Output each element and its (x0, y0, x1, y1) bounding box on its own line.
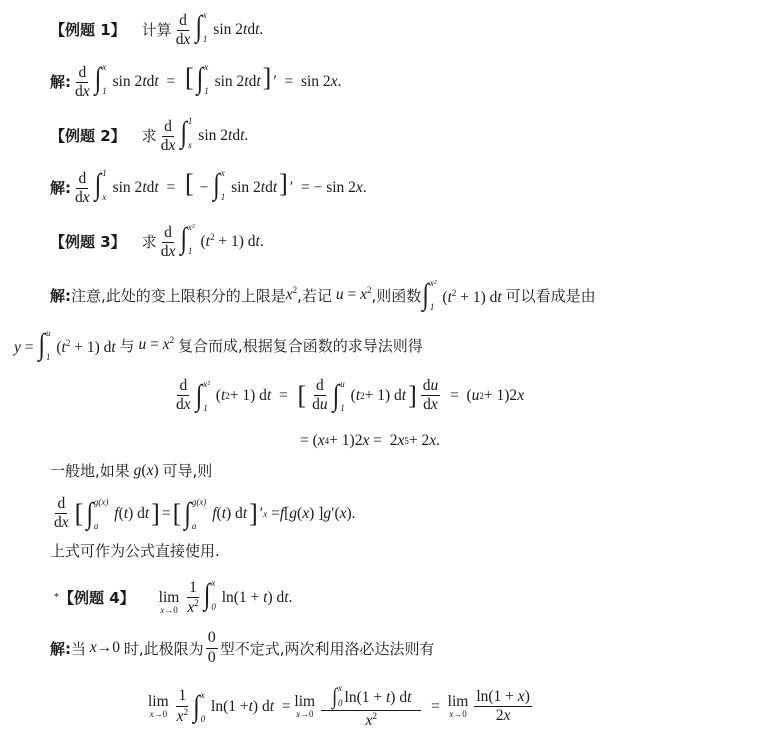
general-text-3: 上式可作为公式直接使用. (50, 542, 220, 560)
example-4-star: * (54, 591, 59, 603)
solution-3-text-f: 复合而成,根据复合函数的求导法则得 (177, 336, 423, 355)
solution-3-text-e: 与 (119, 336, 135, 355)
display-equation-4: lim x→0 $\frac{1}{x^2}$ ∫ x 0 ln(1 + t ) d t = lim x→0 ∫ x 0 ln(1 + t) dt $x^2$ = lim x→0 $\frac{\ln(1 + x)}{2x}$ (148, 683, 530, 730)
solution-3-line-1: 解: 注意,此处的变上限积分的上限是 $x^2$ ,若记 $u = x^2$ ,则函数 ∫ x² 1 $(t^2 + 1)$ dt 可以看成是由 (50, 278, 596, 312)
example-3-formula: $\frac{d}{dx}$ ∫ x² 1 $(t^2 + 1)$ dt. (160, 222, 264, 260)
solution-3-text-c: ,则函数 (371, 286, 422, 305)
solution-4: 解: 当 x→0 时,此极限为 $\frac{0}{0}$ 型不定式,两次利用洛必达法则有 (50, 629, 435, 666)
display-equation-1: $\frac{d}{dx}$ ∫ x² 1 ( t 2 + 1) d t = [ $\frac{d}{du}$ ∫ u 1 ( t 2 + 1) d t ] $\frac{du}{dx}$ = ( u 2 + 1)2 x (176, 377, 525, 414)
solution-3-line-2: y = ∫ u 1 $(t^2 + 1)$ dt 与 $u = x^2$ 复合而成,根据复合函数的求导法则得 (14, 328, 423, 362)
example-1-label: 【例题 1】 (50, 20, 126, 39)
general-line-1: 一般地,如果 g(x) 可导,则 (50, 461, 213, 480)
solution-1-formula: $\frac{d}{dx}$ ∫ x 1 sin 2tdt = [ ∫ x 1 sin 2tdt] ′ = sin 2x. (75, 62, 342, 100)
example-2-label: 【例题 2】 (50, 126, 126, 145)
solution-1 (50, 62, 341, 100)
example-2-formula: $\frac{d}{dx}$ ∫ 1 x sin 2tdt. (160, 116, 249, 154)
example-2-text: 求 (141, 126, 157, 145)
example-1-formula: $\frac{d}{dx}$ ∫ x 1 sin 2tdt. (175, 10, 264, 48)
example-3-text: 求 (141, 232, 157, 251)
solution-3-text-a: 注意,此处的变上限积分的上限是 (71, 286, 286, 305)
general-line-3 (50, 540, 220, 561)
solution-3-text-b: ,若记 (297, 286, 332, 305)
solution-4-text-b: 时,此极限为 (123, 639, 204, 658)
display-equation-2: = ( x 4 + 1)2 x = 2 x 5 + 2 x . (300, 432, 440, 449)
example-3 (50, 222, 264, 260)
solution-1-label: 解: (50, 72, 71, 91)
example-4 (54, 578, 292, 617)
example-2 (50, 116, 248, 154)
solution-3-label: 解: (50, 286, 71, 305)
solution-2 (50, 168, 367, 206)
solution-4-text-c: 型不定式,两次利用洛必达法则有 (219, 639, 435, 658)
example-1-text: 计算 (141, 20, 172, 39)
example-1 (50, 10, 263, 48)
general-formula: $\frac{d}{dx}$ [ ∫ g(x) a f ( t ) d t ] = [ ∫ g(x) a f ( t ) d t ] ′ x = f [ g ( x ) ] g ′( x ). (54, 495, 356, 532)
general-text-1b: 可导,则 (162, 462, 213, 480)
solution-4-label: 解: (50, 639, 71, 658)
solution-3-text-d: 可以看成是由 (505, 286, 596, 305)
solution-4-text-a: 当 (71, 639, 87, 658)
general-text-1: 一般地,如果 (50, 462, 130, 480)
example-4-formula: lim x→0 $\frac{1}{x^2}$ ∫ x 0 ln(1 + t) dt. (158, 578, 293, 617)
example-3-label: 【例题 3】 (50, 232, 126, 251)
example-4-label: 【例题 4】 (59, 588, 135, 607)
solution-2-formula: $\frac{d}{dx}$ ∫ 1 x sin 2tdt = [ − ∫ x 1 sin 2tdt] ′ = − sin 2x. (75, 168, 367, 206)
solution-2-label: 解: (50, 178, 71, 197)
